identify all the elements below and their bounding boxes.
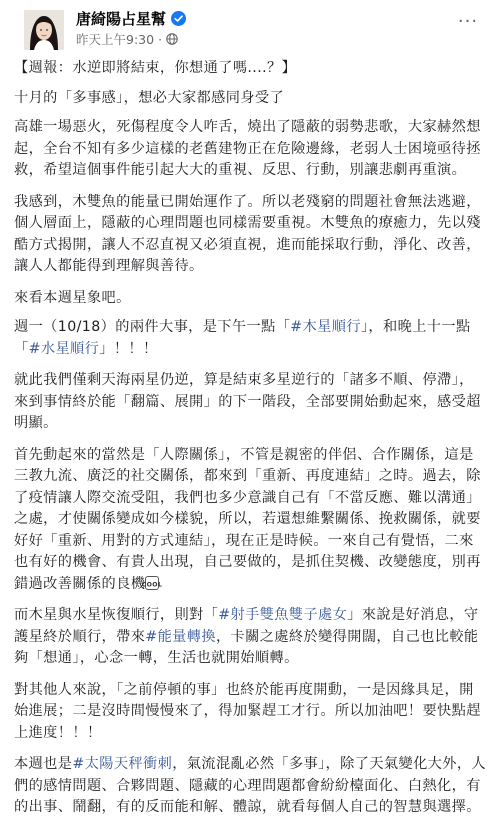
post-paragraph: 我感到，木雙魚的能量已開始運作了。所以老殘窮的問題社會無法逃避，個人層面上，隱蔽的心理問題也同樣需要重視。木雙魚的療癒力，先以殘酷方式揭開，讓人不忍直視又必須直視，進而能採取行動，淨化、改善，讓人人都能得到理解與善待。	[14, 193, 481, 274]
text-segment: ，卡關之處終於變得開闊，自己也比較能夠「想通」，心念一轉，生活也就開始順轉。	[14, 628, 479, 666]
author-row	[76, 8, 186, 29]
hashtag-link[interactable]: #太陽天秤衝刺	[72, 756, 173, 772]
post-paragraph	[14, 445, 486, 596]
text-segment: 首先動起來的當然是「人際關係」，不管是親密的伴侶、合作關係，這是三教九流、廣泛的社交關係，都來到「重新、再度連結」之時。過去，除了疫情讓人際交流受阻，我們也多少意識自己有「不當反應、難以溝通」之處，才使關係變成如今樣貌，所以，若還想維繫關係、挽救關係，就要好好「重新、用對的方式連結」，現在正是時候。一來自己有覺悟，二來也有好的機會、有貴人出現，自己要做的，是抓住契機、改變態度，別再錯過改善關係的良機	[14, 446, 481, 592]
post-timestamp[interactable]: 昨天上午9:30	[76, 32, 155, 47]
post-header	[14, 0, 486, 58]
post-paragraph	[14, 754, 486, 819]
text-segment: ，氣流混亂必然「多事」，除了天氣變化大外，人們的感情問題、合夥問題、隱藏的心理問題都會紛紛檯面化、白熱化，有的出事、鬧翻，有的反而能和解、體諒，就看每個人自己的智慧與選擇。	[14, 756, 487, 815]
post-paragraph-title: 【週報：水逆即將結束，你想通了嗎....？】	[14, 60, 297, 76]
author-name[interactable]: 唐綺陽占星幫	[76, 10, 167, 28]
post-paragraph: 對其他人來說，「之前停頓的事」也終於能再度開動，一是因緣具足，開始進展；二是沒時間慢慢來了，得加緊趕工才行。所以加油吧！要快點趕上進度！！！	[14, 681, 481, 741]
cool-emoji-icon	[141, 576, 163, 590]
more-options-button[interactable]: ···	[457, 10, 479, 32]
post-paragraph	[14, 317, 486, 360]
post-paragraph: 高雄一場惡火，死傷程度令人咋舌，燒出了隱蔽的弱勢悲歌，大家赫然想起，全台不知有多少這樣的老舊建物正在危險邊緣，老弱人士困境亟待拯救，希望這個事件能引起大大的重視、反思、行動，別讓悲劇再重演。	[14, 119, 481, 178]
post-paragraph: 十月的「多事感」，想必大家都感同身受了	[14, 89, 285, 106]
svg-text:COOL: COOL	[141, 580, 163, 588]
verified-badge-icon	[171, 11, 186, 26]
post-meta	[76, 30, 178, 48]
text-segment: 」！！！	[99, 340, 158, 357]
hashtag-link[interactable]: #射手雙魚雙子處女	[218, 607, 348, 623]
text-segment: 週一（10/18）的兩件大事，是下午一點「	[14, 319, 291, 335]
post-paragraph	[14, 605, 486, 670]
hashtag-link[interactable]: #能量轉換	[145, 628, 216, 645]
avatar[interactable]	[24, 10, 64, 50]
globe-icon[interactable]	[166, 33, 178, 45]
text-segment: 而木星與水星恢復順行，則對「	[14, 607, 219, 623]
avatar-image	[24, 10, 64, 50]
hashtag-link[interactable]: #水星順行	[28, 340, 100, 357]
hashtag-link[interactable]: #木星順行	[290, 319, 361, 335]
text-segment: 」來說是好消息，守護星終於順行，帶來	[14, 607, 479, 645]
meta-separator: ·	[158, 31, 163, 47]
post-body	[14, 58, 486, 819]
text-segment: 」，和晚上十一點「	[14, 319, 471, 357]
text-segment: 本週也是	[14, 756, 73, 772]
post-paragraph: 就此我們僅剩天海兩星仍逆，算是結束多星逆行的「諸多不順、停滯」，來到事情終於能「翻篇、展開」的下一階段，全部要開始動起來，感受超明顯。	[14, 372, 481, 431]
post-paragraph: 來看本週星象吧。	[14, 289, 131, 306]
